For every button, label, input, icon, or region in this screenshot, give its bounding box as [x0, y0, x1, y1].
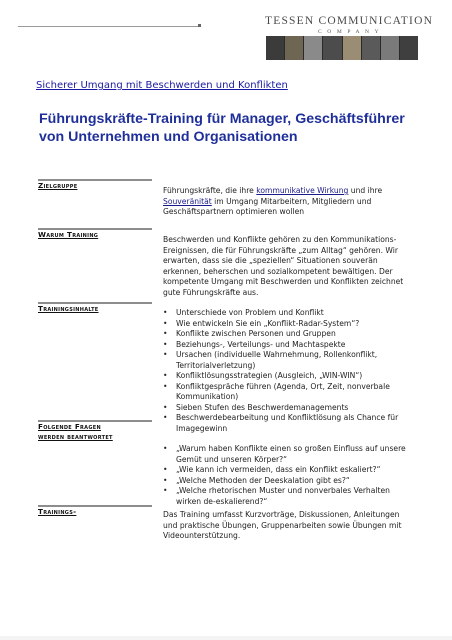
header-photo-tile: [362, 36, 380, 60]
header-photo-tile: [400, 36, 418, 60]
link-souveraenitaet[interactable]: Souveränität: [163, 196, 212, 206]
trainingsform-text: Das Training umfasst Kurzvorträge, Diskussionen, Anleitungen und praktische Übungen, Gruppenarbeiten sowie Übungen mit Videounterstützung.: [163, 510, 402, 540]
header-photo-tile: [343, 36, 361, 60]
list-item: • Wie entwickeln Sie ein „Konflikt-Radar-System“?: [163, 319, 408, 330]
company-sub: COMPANY: [318, 29, 385, 35]
header-photo-tile: [304, 36, 322, 60]
zielgruppe-text-a: Führungskräfte, die ihre: [163, 186, 257, 195]
page-title: Führungskräfte-Training für Manager, Geschäftsführer von Unternehmen und Organisationen: [39, 111, 405, 145]
header-photo-strip: [266, 36, 418, 60]
footer-rule: [0, 636, 452, 640]
company-name: TESSEN COMMUNICATION: [265, 15, 434, 27]
header-photo-tile: [323, 36, 341, 60]
fragen-list-wrap: [163, 444, 415, 507]
list-item: • Konfliktlösungsstrategien (Ausgleich, „WIN-WIN“): [163, 371, 408, 382]
warum-training-text: Beschwerden und Konflikte gehören zu den Kommunikations-Ereignissen, die für Führungskräfte „zum Alltag“ gehören. Wir erwarten, dass sie die „speziellen“ Situationen souverän erkennen, beherschen und sozialkompetent bewältigen. Der kompetente Umgang mit Beschwerden und Konflikten zeichnet gute Führungskräfte aus.: [163, 235, 404, 297]
list-item: • Konflikte zwischen Personen und Gruppen: [163, 329, 408, 340]
trainingsinhalte-list: [163, 308, 408, 434]
section-label-trainingsinhalte: Trainingsinhalte: [38, 304, 99, 313]
header-photo-tile: [266, 36, 284, 60]
list-item: • „Welche rhetorischen Muster und nonverbales Verhalten wirken de-eskalierend?“: [163, 486, 415, 507]
zielgruppe-text-b: und ihre: [348, 186, 383, 195]
zielgruppe-text: [163, 186, 413, 218]
header-photo-tile: [381, 36, 399, 60]
list-item: • „Wie kann ich vermeiden, dass ein Konflikt eskaliert?“: [163, 465, 415, 476]
link-kommunikative-wirkung[interactable]: kommunikative Wirkung: [256, 186, 349, 195]
header-rule: [18, 26, 198, 27]
list-item: • Beschwerdebearbeitung und Konfliktlösung als Chance für Imagegewinn: [163, 413, 408, 434]
list-item: • Ursachen (individuelle Wahrnehmung, Rollenkonflikt, Territorialverletzung): [163, 350, 408, 371]
fragen-list: [163, 444, 415, 507]
section-label-trainingsform: Trainings-: [38, 507, 77, 516]
section-label-fragen: Folgende Fragen werden beantwortet: [38, 422, 113, 441]
trainingsinhalte-list-wrap: [163, 308, 408, 434]
header-dot: [198, 24, 201, 27]
zielgruppe-text-c: im Umgang Mitarbeitern, Mitgliedern und Geschäftspartnern optimieren wollen: [163, 196, 372, 216]
list-item: • Unterschiede von Problem und Konflikt: [163, 308, 408, 319]
list-item: • Beziehungs-, Verteilungs- und Machtaspekte: [163, 340, 408, 351]
list-item: • Konfliktgespräche führen (Agenda, Ort, Zeit, nonverbale Kommunikation): [163, 382, 408, 403]
list-item: • „Welche Methoden der Deeskalation gibt es?“: [163, 476, 415, 487]
section-label-zielgruppe: Zielgruppe: [38, 181, 78, 190]
header-photo-tile: [285, 36, 303, 60]
section-label-warum-training: Warum Training: [38, 230, 99, 239]
list-item: • „Warum haben Konflikte einen so großen Einfluss auf unsere Gemüt und unseren Körper?“: [163, 444, 415, 465]
list-item: • Sieben Stufen des Beschwerdemanagements: [163, 403, 408, 414]
topic-link[interactable]: Sicherer Umgang mit Beschwerden und Konflikten: [36, 80, 288, 91]
